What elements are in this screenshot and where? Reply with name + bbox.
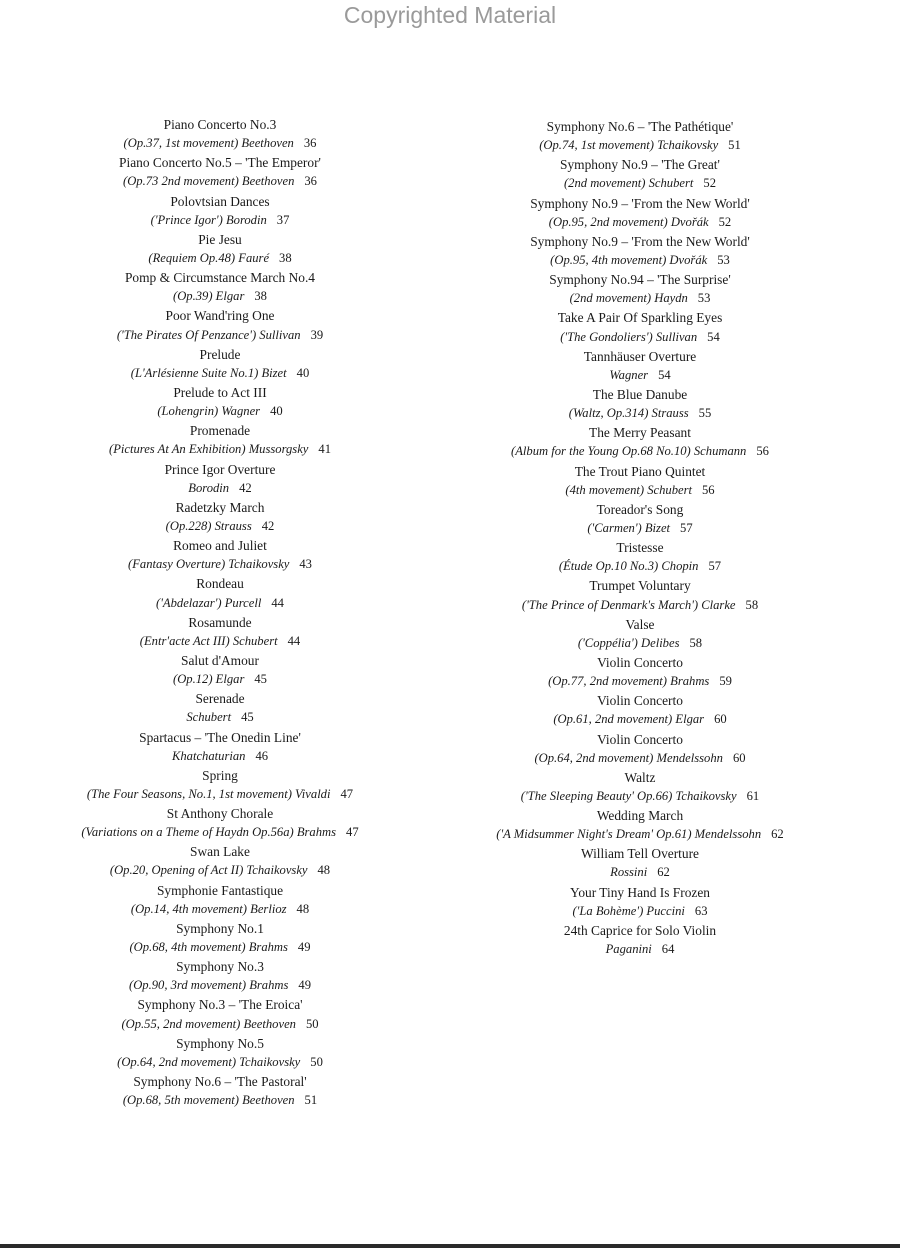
piece-title: Symphony No.3 [176,959,264,975]
page-number: 58 [745,597,759,612]
contents-entry [511,423,769,461]
piece-title: Pie Jesu [198,231,242,247]
piece-source-composer: ('Coppélia') Delibes [577,635,680,650]
piece-detail-line [521,787,759,806]
contents-entry [129,957,311,995]
contents-entry [125,268,315,306]
page-number: 53 [697,291,711,306]
contents-entry [569,385,711,423]
piece-source-composer: (4th movement) Schubert [565,482,692,497]
piece-detail-line [121,1015,318,1034]
piece-title: Serenade [195,691,245,707]
piece-title: 24th Caprice for Solo Violin [563,922,717,938]
contents-entry [534,730,745,768]
piece-detail-line [572,902,707,921]
piece-detail-line [496,825,783,844]
contents-entry [553,691,726,729]
page-number: 42 [261,518,275,533]
piece-source-composer: (Op.68, 4th movement) Brahms [129,940,288,955]
page-number: 50 [310,1054,323,1069]
contents-entry [119,153,321,191]
page-number: 45 [254,672,267,687]
piece-detail-line [534,749,745,768]
page-number: 44 [287,633,301,648]
piece-detail-line [128,555,312,574]
piece-title: Symphonie Fantastique [156,882,284,898]
piece-detail-line [549,213,731,232]
piece-title: Swan Lake [190,844,250,860]
contents-entry [530,194,750,232]
piece-source-composer: (Op.39) Elgar [173,289,245,304]
piece-detail-line [151,211,290,230]
page-number: 43 [299,557,312,572]
contents-entry [131,345,310,383]
piece-source-composer: (Op.95, 2nd movement) Dvořák [548,214,709,229]
contents-entry [117,306,323,344]
piece-title: William Tell Overture [580,846,699,862]
piece-source-composer: (Op.64, 2nd movement) Mendelssohn [534,750,723,765]
page-number: 42 [239,480,252,495]
piece-detail-line [131,900,309,919]
page-number: 39 [310,327,324,342]
contents-entry [584,347,696,385]
piece-detail-line [578,634,702,653]
piece-title: Radetzky March [175,499,265,515]
page-number: 61 [746,788,760,803]
page-number: 38 [254,289,267,304]
page-number: 47 [346,825,359,840]
piece-source-composer: Schubert [186,710,232,725]
page-number: 36 [304,174,317,189]
piece-detail-line [606,940,675,959]
piece-source-composer: (Entr'acte Act III) Schubert [139,633,278,648]
contents-entry [87,766,353,804]
page-number: 49 [297,940,311,955]
page-number: 41 [318,442,331,457]
contents-entry [157,383,282,421]
piece-title: Valse [625,616,655,632]
piece-title: Symphony No.6 – 'The Pastoral' [133,1074,307,1090]
contents-entry [129,919,310,957]
piece-detail-line [129,938,310,957]
page-number: 51 [728,138,741,153]
page-number: 36 [303,136,317,151]
contents-entry [570,883,710,921]
piece-detail-line [81,823,358,842]
piece-detail-line [157,402,282,421]
piece-title: The Trout Piano Quintet [574,463,706,479]
piece-title: Spartacus – 'The Onedin Line' [139,729,301,745]
page-number: 56 [756,444,769,459]
piece-title: Prince Igor Overture [164,461,276,477]
piece-detail-line [87,785,353,804]
piece-detail-line [560,328,720,347]
contents-entry [522,576,758,614]
page-number: 54 [707,329,720,344]
piece-source-composer: (Op.228) Strauss [165,518,252,533]
piece-source-composer: ('Prince Igor') Borodin [150,212,267,227]
contents-entry [578,615,702,653]
page-number: 40 [296,365,310,380]
piece-source-composer: Borodin [188,480,230,495]
page-number: 52 [718,214,732,229]
contents-entry [564,921,716,959]
contents-entry [587,500,692,538]
contents-column-right [430,117,850,959]
piece-source-composer: (Waltz, Op.314) Strauss [568,406,689,421]
piece-title: Piano Concerto No.5 – 'The Emperor' [119,155,321,171]
page-number: 58 [689,635,703,650]
page-number: 62 [657,865,670,880]
contents-entry [121,995,318,1033]
piece-title: Prelude [199,346,241,362]
piece-title: Romeo and Juliet [173,538,267,554]
piece-source-composer: (Op.55, 2nd movement) Beethoven [121,1016,296,1031]
piece-source-composer: (Op.90, 3rd movement) Brahms [129,978,289,993]
page-number: 63 [694,903,708,918]
page-number: 37 [276,212,290,227]
piece-source-composer: ('The Sleeping Beauty' Op.66) Tchaikovsky [520,788,737,803]
piece-source-composer: (Op.20, Opening of Act II) Tchaikovsky [109,863,308,878]
contents-entry [565,462,714,500]
contents-entry [156,574,284,612]
contents-entry [558,308,723,346]
page-number: 54 [658,367,671,382]
piece-source-composer: (Étude Op.10 No.3) Chopin [558,559,699,574]
page-number: 56 [702,482,715,497]
page-number: 38 [279,250,292,265]
piece-detail-line [570,289,711,308]
piece-title: Symphony No.3 – 'The Eroica' [137,997,303,1013]
contents-entry [148,230,291,268]
piece-title: Salut d'Amour [181,652,259,668]
contents-entry [131,881,309,919]
page-bottom-edge [0,1244,900,1248]
piece-detail-line [129,976,311,995]
piece-title: Tannhäuser Overture [583,348,697,364]
piece-source-composer: ('A Midsummer Night's Dream' Op.61) Mendelssohn [496,827,762,842]
piece-title: Take A Pair Of Sparkling Eyes [557,310,723,326]
piece-title: Rondeau [196,576,244,592]
piece-title: Promenade [189,423,251,439]
piece-detail-line [609,366,670,385]
piece-title: St Anthony Chorale [166,806,274,822]
piece-detail-line [610,863,670,882]
piece-source-composer: (Op.14, 4th movement) Berlioz [130,901,287,916]
piece-detail-line [156,594,284,613]
contents-entry [560,155,720,193]
piece-source-composer: (Lohengrin) Wagner [157,404,261,419]
piece-source-composer: (Op.61, 2nd movement) Elgar [553,712,705,727]
copyright-watermark: Copyrighted Material [343,2,557,28]
contents-entry [151,192,290,230]
piece-source-composer: ('The Gondoliers') Sullivan [560,329,698,344]
piece-source-composer: (2nd movement) Schubert [563,176,694,191]
piece-title: Rosamunde [188,614,252,630]
page-number: 64 [661,942,675,957]
piece-title: Tristesse [616,540,664,556]
piece-detail-line [173,670,267,689]
piece-title: Violin Concerto [597,731,683,747]
piece-title: The Merry Peasant [589,425,691,441]
piece-source-composer: Paganini [605,942,652,957]
piece-detail-line [539,136,741,155]
piece-title: Pomp & Circumstance March No.4 [124,270,316,286]
piece-detail-line [117,326,323,345]
piece-detail-line [123,172,317,191]
contents-entry [81,804,358,842]
piece-title: Poor Wand'ring One [165,308,275,324]
piece-source-composer: (Album for the Young Op.68 No.10) Schumann [511,444,747,459]
piece-detail-line [148,249,291,268]
piece-title: Symphony No.5 [176,1035,264,1051]
piece-title: Piano Concerto No.3 [163,117,277,132]
piece-detail-line [110,861,330,880]
piece-detail-line [553,710,726,729]
piece-source-composer: (Fantasy Overture) Tchaikovsky [128,557,290,572]
contents-entry [166,498,275,536]
contents-entry [128,536,312,574]
piece-title: Polovtsian Dances [170,193,270,209]
piece-title: Symphony No.9 – 'The Great' [560,157,720,173]
piece-source-composer: (Op.68, 5th movement) Beethoven [122,1093,295,1108]
piece-source-composer: ('La Bohème') Puccini [572,903,685,918]
contents-entry [539,117,741,155]
contents-entry [173,651,267,689]
page-number: 53 [717,252,730,267]
contents-entry [549,270,731,308]
contents-entry [139,728,301,766]
piece-title: Violin Concerto [597,654,683,670]
piece-source-composer: (Op.73 2nd movement) Beethoven [123,174,295,189]
piece-detail-line [166,517,275,536]
piece-detail-line [564,174,716,193]
piece-detail-line [559,557,721,576]
contents-column-left [10,115,430,1110]
piece-source-composer: (Op.12) Elgar [173,672,245,687]
page-number: 48 [317,863,331,878]
piece-source-composer: (Op.95, 4th movement) Dvořák [550,252,708,267]
piece-source-composer: (Requiem Op.48) Fauré [148,250,270,265]
piece-title: Symphony No.6 – 'The Pathétique' [546,119,734,134]
piece-title: Toreador's Song [596,501,684,517]
piece-source-composer: (The Four Seasons, No.1, 1st movement) Vivaldi [86,786,331,801]
piece-detail-line [173,287,267,306]
piece-detail-line [131,364,310,383]
piece-title: Waltz [624,769,656,785]
contents-entry [165,460,276,498]
contents-entry [559,538,721,576]
piece-source-composer: ('The Prince of Denmark's March') Clarke [521,597,736,612]
page-number: 62 [771,827,784,842]
piece-detail-line [522,596,758,615]
piece-title: Wedding March [596,808,684,824]
piece-title: Prelude to Act III [173,384,267,400]
piece-detail-line [511,442,769,461]
piece-source-composer: ('Carmen') Bizet [587,520,671,535]
contents-entry [123,1072,317,1110]
piece-title: Violin Concerto [597,693,683,709]
contents-entry [140,613,300,651]
page-number: 50 [305,1016,319,1031]
piece-source-composer: (Op.77, 2nd movement) Brahms [548,674,710,689]
contents-entry [186,689,253,727]
piece-title: Symphony No.9 – 'From the New World' [530,233,750,249]
piece-detail-line [587,519,692,538]
piece-title: The Blue Danube [592,386,688,402]
piece-detail-line [188,479,251,498]
page-number: 60 [732,750,746,765]
contents-entry [110,842,330,880]
contents-entry [521,768,759,806]
page-number: 57 [708,559,722,574]
piece-source-composer: (2nd movement) Haydn [569,291,688,306]
page-number: 59 [719,674,732,689]
piece-detail-line [550,251,730,270]
piece-detail-line [186,708,253,727]
piece-source-composer: ('Abdelazar') Purcell [156,595,262,610]
page-number: 44 [271,595,284,610]
piece-source-composer: (L'Arlésienne Suite No.1) Bizet [130,365,287,380]
piece-detail-line [109,440,331,459]
page-number: 51 [304,1093,318,1108]
contents-entry [581,844,699,882]
piece-detail-line [172,747,268,766]
contents-entry [124,115,317,153]
contents-entry [548,653,732,691]
piece-source-composer: (Op.64, 2nd movement) Tchaikovsky [117,1054,301,1069]
page-number: 57 [680,520,693,535]
piece-detail-line [124,134,317,153]
piece-detail-line [123,1091,317,1110]
page-number: 48 [296,901,310,916]
page-number: 52 [703,176,716,191]
contents-entry [496,806,783,844]
piece-title: Symphony No.1 [176,920,264,936]
page-number: 49 [298,978,311,993]
page-number: 47 [340,786,354,801]
piece-source-composer: Khatchaturian [171,748,246,763]
piece-source-composer: (Variations on a Theme of Haydn Op.56a) Brahms [81,825,337,840]
page-number: 46 [255,748,269,763]
piece-title: Spring [202,767,238,783]
page-number: 60 [714,712,727,727]
piece-detail-line [140,632,300,651]
piece-title: Symphony No.9 – 'From the New World' [530,195,750,211]
piece-source-composer: Wagner [609,367,649,382]
contents-entry [109,421,331,459]
piece-source-composer: Rossini [610,865,648,880]
piece-title: Trumpet Voluntary [589,578,691,594]
piece-detail-line [569,404,711,423]
piece-source-composer: ('The Pirates Of Penzance') Sullivan [116,327,301,342]
page-number: 45 [241,710,254,725]
piece-source-composer: (Op.37, 1st movement) Beethoven [123,136,294,151]
piece-source-composer: (Pictures At An Exhibition) Mussorgsky [109,442,309,457]
piece-title: Symphony No.94 – 'The Surprise' [549,272,731,288]
piece-detail-line [548,672,732,691]
piece-source-composer: (Op.74, 1st movement) Tchaikovsky [539,138,719,153]
piece-title: Your Tiny Hand Is Frozen [569,884,710,900]
contents-entry [530,232,750,270]
page-number: 40 [270,404,283,419]
piece-detail-line [565,481,714,500]
contents-entry [117,1034,323,1072]
page-number: 55 [698,406,712,421]
piece-detail-line [117,1053,323,1072]
